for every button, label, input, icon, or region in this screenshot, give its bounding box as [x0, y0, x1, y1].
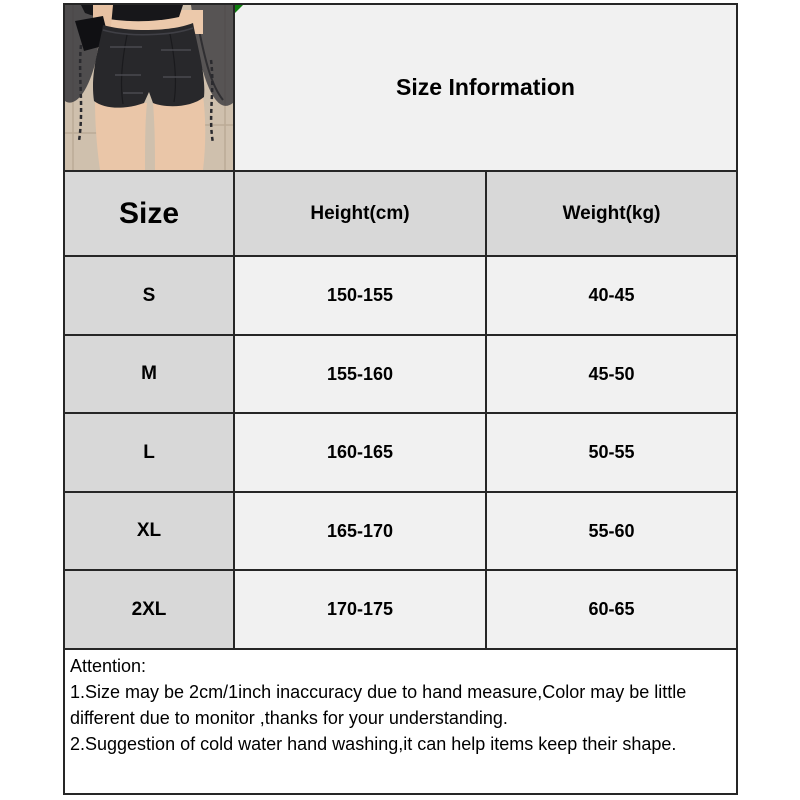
attention-line-1: 1.Size may be 2cm/1inch inaccuracy due to hand measure,Color may be little: [70, 682, 687, 702]
product-photo-illustration: [65, 5, 233, 170]
product-photo: [65, 5, 233, 170]
size-label-s: S: [65, 257, 233, 334]
column-header-weight: Weight(kg): [487, 172, 736, 255]
weight-value-m: 45-50: [487, 336, 736, 412]
size-label-xl: XL: [65, 493, 233, 569]
weight-value-2xl: 60-65: [487, 571, 736, 648]
column-header-height: Height(cm): [235, 172, 485, 255]
attention-heading: Attention:: [70, 656, 147, 676]
attention-note-box: [63, 648, 738, 795]
corner-triangle-icon: [235, 5, 243, 13]
height-value-2xl: 170-175: [235, 571, 485, 648]
size-chart-table: [63, 3, 738, 650]
weight-value-xl: 55-60: [487, 493, 736, 569]
size-label-l: L: [65, 414, 233, 491]
height-value-m: 155-160: [235, 336, 485, 412]
size-label-m: M: [65, 336, 233, 412]
height-value-xl: 165-170: [235, 493, 485, 569]
size-label-2xl: 2XL: [65, 571, 233, 648]
chart-title: Size Information: [396, 74, 575, 100]
height-value-l: 160-165: [235, 414, 485, 491]
attention-line-3: 2.Suggestion of cold water hand washing,it can help items keep their shape.: [70, 734, 677, 754]
attention-line-2: different due to monitor ,thanks for your understanding.: [70, 708, 508, 728]
height-value-s: 150-155: [235, 257, 485, 334]
chart-title-cell: [235, 5, 736, 170]
weight-value-l: 50-55: [487, 414, 736, 491]
weight-value-s: 40-45: [487, 257, 736, 334]
column-header-size: Size: [65, 172, 233, 255]
